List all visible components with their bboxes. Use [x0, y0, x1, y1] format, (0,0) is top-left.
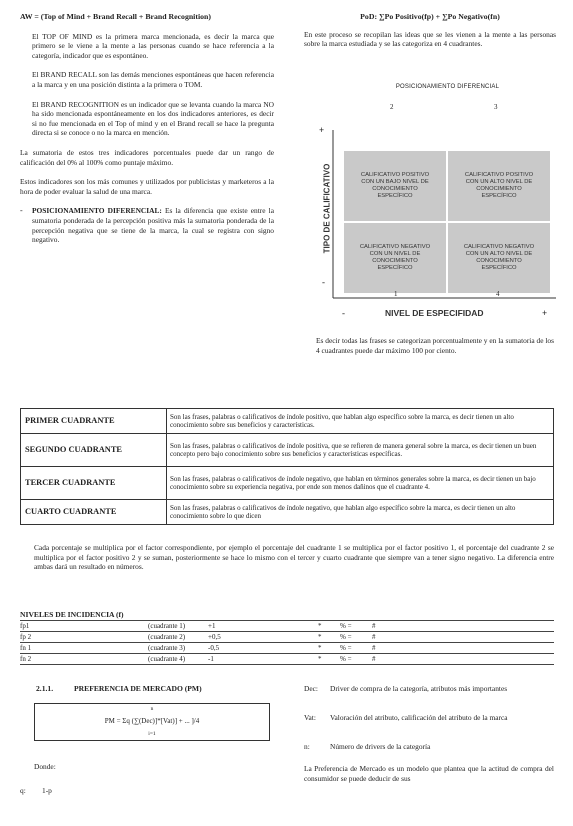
brand-recall-paragraph: El BRAND RECALL son las demás menciones espontáneas que hacen referencia a la marca y en una posición distinta a la primera o TOM.	[32, 70, 274, 89]
value-cell: -1	[208, 655, 214, 663]
quadrant-number-1: 1	[394, 290, 398, 298]
y-axis-plus: +	[319, 125, 325, 135]
quadrant-table	[20, 408, 554, 525]
def-term: n:	[304, 742, 310, 751]
quadrant-name: TERCER CUADRANTE	[21, 467, 167, 500]
quadrant-desc: Son las frases, palabras o calificativos de índole negativo, que hablan en términos generales sobre la marca, es decir tienen un bajo conocimiento sobre su experiencia negativa, por ende son menos dañinos que el cuadrante 4.	[167, 467, 554, 500]
quadrant-grid	[340, 147, 555, 295]
multiply-cell: *	[318, 655, 322, 663]
quadrant-number-3: 3	[494, 103, 498, 111]
incidence-table	[20, 609, 554, 665]
def-text: Valoración del atributo, calificación del atributo de la marca	[330, 713, 508, 722]
quadrant-cell-bottom-left: CALIFICATIVO NEGATIVO CON UN NIVEL DE CONOCIMIENTO ESPECÍFICO	[343, 222, 447, 294]
pm-formula: PM = Σq (∑(Dec)]*[Vat)] + ... ]/4	[104, 717, 200, 725]
incidence-title	[20, 609, 554, 621]
def-text: Número de drivers de la categoría	[330, 742, 431, 751]
factor-cell: fn 2	[20, 655, 32, 663]
multiply-cell: *	[318, 644, 322, 652]
incidence-title-text: NIVELES DE INCIDENCIA (f)	[20, 610, 124, 619]
result-cell: #	[372, 633, 376, 641]
quadrant-number-4: 4	[496, 290, 500, 298]
percent-cell: % =	[340, 633, 352, 641]
result-cell: #	[372, 655, 376, 663]
sum-paragraph: La sumatoria de estos tres indicadores porcentuales puede dar un rango de calificación del 0% al 100% como puntaje máximo.	[20, 147, 274, 167]
bullet-title: POSICIONAMIENTO DIFERENCIAL:	[32, 206, 162, 216]
multiply-cell: *	[318, 622, 322, 630]
bullet-paragraph	[20, 206, 274, 244]
quadrant-name: PRIMER CUADRANTE	[21, 409, 167, 434]
y-axis-label: TIPO DE CALIFICATIVO	[322, 163, 332, 254]
quadrant-cell-top-right: CALIFICATIVO POSITIVO CON UN ALTO NIVEL DE CONOCIMIENTO ESPECÍFICO	[447, 150, 551, 222]
factor-cell: fn 1	[20, 644, 32, 652]
top-of-mind-paragraph: El TOP OF MIND es la primera marca mencionada, es decir la marca que primero se le viene a la mente a las personas cuando se hace referencia a la categoría, indicador que es espontáneo.	[32, 31, 274, 60]
pm-heading: PREFERENCIA DE MERCADO (PM)	[74, 684, 202, 693]
pod-formula: PoD: ∑Po Positivo(fp) + ∑Po Negativo(fn)	[360, 12, 500, 21]
left-column	[20, 12, 274, 245]
table-row	[20, 643, 554, 654]
result-cell: #	[372, 644, 376, 652]
pm-formula-box	[34, 703, 270, 741]
quadrant-desc: Son las frases, palabras o calificativos de índole positivo, que hablan algo específico sobre la marca, es decir tienen un alto conocimiento sobre sus beneficios y características.	[167, 409, 554, 434]
value-cell: +0,5	[208, 633, 221, 641]
value-cell: -0,5	[208, 644, 220, 652]
formula-lower-limit: i=1	[148, 731, 156, 737]
pm-heading-number: 2.1.1.	[36, 684, 54, 693]
donde-label: Donde:	[34, 762, 56, 771]
quadrant-name: CUARTO CUADRANTE	[21, 500, 167, 525]
percent-cell: % =	[340, 622, 352, 630]
market-preference-paragraph: La Preferencia de Mercado es un modelo que plantea que la actitud de compra del consumidor se puede deducir de sus	[304, 764, 554, 783]
x-axis-plus: +	[542, 308, 548, 318]
quadrant-desc: Son las frases, palabras o calificativos de índole negativo, que hablan algo específico sobre la marca, es decir tienen un alto conocimiento sobre lo que dicen	[167, 500, 554, 525]
quadrant-desc: Son las frases, palabras o calificativos de índole positiva, que se refieren de manera general sobre la marca, es decir tienen un buen concepto pero bajo conocimiento sobre sus beneficios y características específicas.	[167, 434, 554, 467]
formula-upper-limit: n	[150, 706, 154, 712]
chart-title: POSICIONAMIENTO DIFERENCIAL	[395, 84, 500, 90]
result-cell: #	[372, 622, 376, 630]
multiply-cell: *	[318, 633, 322, 641]
indicators-paragraph: Estos indicadores son los más comunes y utilizados por publicistas y marketeros a la hora de poder evaluar la salud de una marca.	[20, 177, 274, 196]
q-term: q:	[20, 786, 26, 795]
table-row	[21, 409, 554, 434]
percent-cell: % =	[340, 655, 352, 663]
quadrant-cell: (cuadrante 1)	[148, 622, 186, 630]
def-term: Vat:	[304, 713, 316, 722]
right-column	[304, 12, 556, 49]
bullet-mark: -	[20, 206, 23, 216]
factor-cell: fp 2	[20, 633, 32, 641]
table-row	[21, 467, 554, 500]
quadrant-cell: (cuadrante 2)	[148, 633, 186, 641]
value-cell: +1	[208, 622, 216, 630]
quadrant-cell-top-left: CALIFICATIVO POSITIVO CON UN BAJO NIVEL DE CONOCIMIENTO ESPECÍFICO	[343, 150, 447, 222]
x-axis-label: NIVEL DE ESPECIFIDAD	[385, 308, 484, 318]
quadrant-cell-bottom-right: CALIFICATIVO NEGATIVO CON UN ALTO NIVEL DE CONOCIMIENTO ESPECÍFICO	[447, 222, 551, 294]
after-chart-paragraph: Es decir todas las frases se categorizan porcentualmente y en la sumatoria de los 4 cuadrantes puede dar máximo 100 por ciento.	[316, 336, 554, 355]
table-row	[20, 654, 554, 665]
table-row	[21, 500, 554, 525]
def-text: Driver de compra de la categoría, atributos más importantes	[330, 684, 508, 693]
def-term: Dec:	[304, 684, 318, 693]
quadrant-cell: (cuadrante 3)	[148, 644, 186, 652]
factor-cell: fp1	[20, 622, 30, 630]
table-row	[20, 621, 554, 632]
quadrant-name: SEGUNDO CUADRANTE	[21, 434, 167, 467]
x-axis-minus: -	[342, 308, 345, 318]
quadrant-number-2: 2	[390, 103, 394, 111]
percent-cell: % =	[340, 644, 352, 652]
aw-heading: AW = (Top of Mind + Brand Recall + Brand Recognition)	[20, 12, 211, 21]
table-row	[21, 434, 554, 467]
table-row	[20, 632, 554, 643]
q-value: 1-p	[42, 786, 52, 795]
brand-recognition-paragraph: El BRAND RECOGNITION es un indicador que se levanta cuando la marca NO ha sido mencionada espontáneamente en los dos indicadores anteriores, es decir si no fue mencionada en el Top of mind y en el Brand recall se hace la pregunta directa si se conoce o no la marca en mención.	[32, 99, 274, 138]
bullet-text: Es la diferencia que existe entre la sumatoria ponderada de la percepción positiva más la sumatoria ponderada de la percepción negativa que se tiene de la marca, la cual se registra con signo negativo.	[32, 206, 274, 245]
bullet-item	[20, 206, 274, 244]
categorize-paragraph: En este proceso se recopilan las ideas que se les vienen a la mente a las personas sobre la marca estudiada y se las categoriza en 4 cuadrantes.	[304, 29, 556, 49]
multiply-paragraph: Cada porcentaje se multiplica por el factor correspondiente, por ejemplo el porcentaje del cuadrante 1 se multiplica por el factor positivo 1, el porcentaje del cuadrante 2 se multiplica por el factor positivo 2 y se suman, posteriormente se hace lo mismo con el tercer y cuarto cuadrante que siempre van a tener signo negativo. La diferencia entre ambas dará un resultado en números.	[34, 543, 554, 572]
y-axis-minus: -	[322, 277, 325, 287]
quadrant-cell: (cuadrante 4)	[148, 655, 186, 663]
